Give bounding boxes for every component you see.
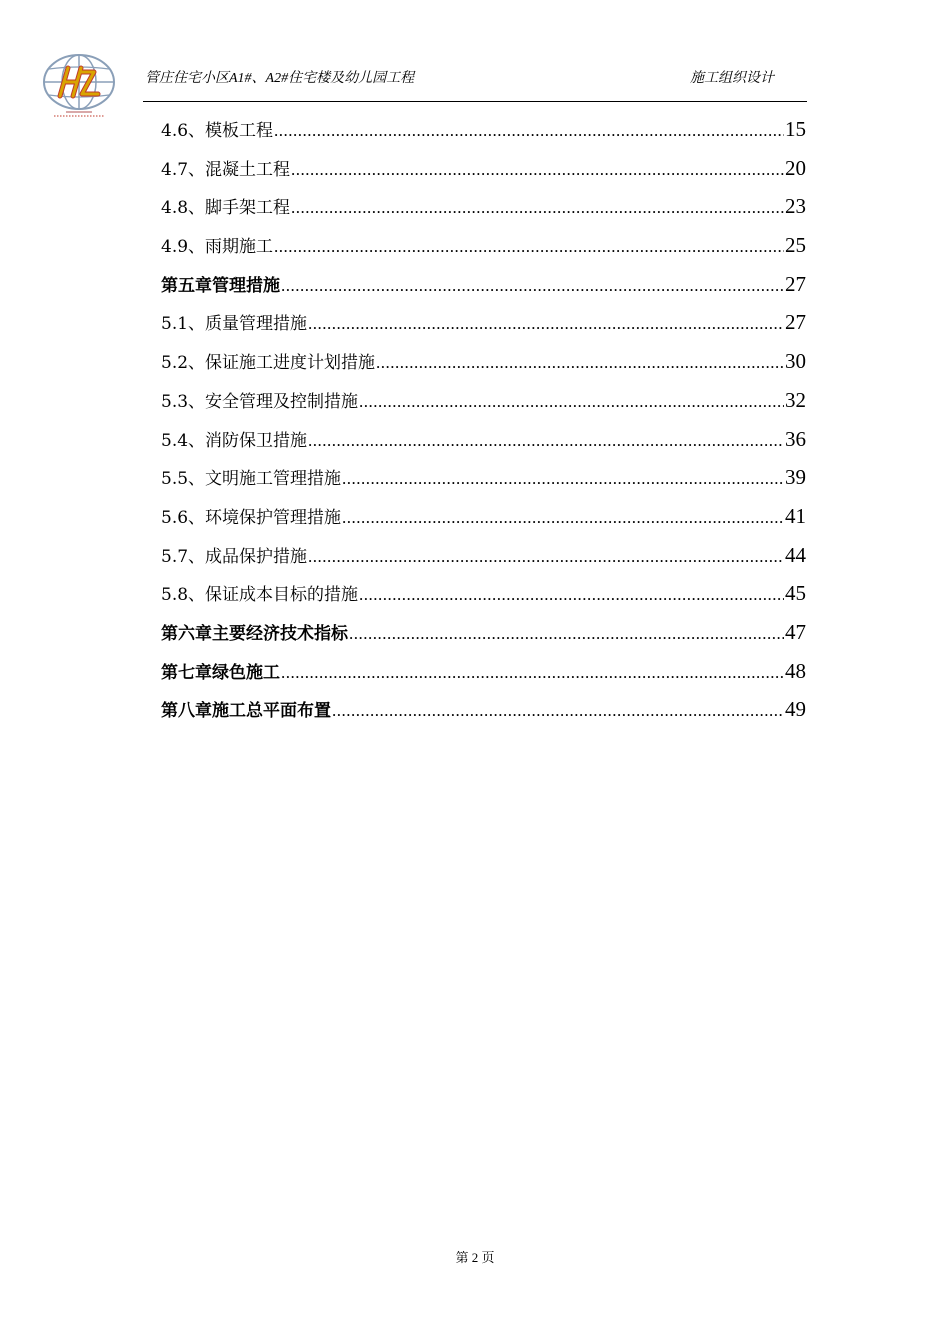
toc-page-number: 39: [785, 465, 806, 490]
toc-entry-4-9[interactable]: [161, 226, 806, 265]
header-doc-type: 施工组织设计: [690, 71, 774, 86]
toc-entry-5-2[interactable]: [161, 342, 806, 381]
toc-page-number: 15: [785, 117, 806, 141]
toc-dot-leader: [274, 112, 784, 151]
toc-dot-leader: [274, 228, 784, 267]
toc-entry-label: 5.7、成品保护措施: [161, 546, 308, 567]
header-divider: [143, 101, 807, 102]
toc-entry-5-1[interactable]: [161, 303, 806, 342]
toc-dot-leader: [281, 267, 784, 306]
toc-dot-leader: [332, 692, 784, 731]
toc-entry-label: 5.2、保证施工进度计划措施: [161, 353, 376, 374]
toc-dot-leader: [291, 151, 784, 190]
table-of-contents: [161, 110, 806, 729]
toc-entry-5-8[interactable]: [161, 574, 806, 613]
toc-entry-label: 5.3、安全管理及控制措施: [161, 391, 359, 412]
toc-entry-4-6[interactable]: [161, 110, 806, 149]
toc-entry-5-7[interactable]: [161, 536, 806, 575]
toc-chapter-title: 管理措施: [212, 275, 280, 296]
toc-entry-label: 5.6、环境保护管理措施: [161, 507, 342, 528]
toc-chapter-8[interactable]: [161, 690, 806, 729]
toc-dot-leader: [359, 383, 784, 422]
toc-entry-label: 4.6、模板工程: [161, 121, 274, 141]
toc-dot-leader: [308, 422, 784, 461]
toc-entry-label: 4.9、雨期施工: [161, 237, 274, 258]
toc-dot-leader: [342, 460, 784, 499]
toc-dot-leader: [342, 499, 784, 538]
toc-dot-leader: [308, 538, 784, 577]
toc-entry-label: 4.8、脚手架工程: [161, 198, 291, 219]
toc-entry-5-4[interactable]: [161, 420, 806, 459]
toc-entry-label: 4.7、混凝土工程: [161, 159, 291, 180]
toc-entry-label: 5.5、文明施工管理措施: [161, 469, 342, 490]
toc-page-number: 27: [785, 310, 806, 335]
toc-dot-leader: [359, 576, 784, 615]
toc-chapter-number: 第六章: [161, 623, 212, 644]
toc-chapter-number: 第七章: [161, 662, 212, 683]
page-footer-number: 第 2 页: [455, 1250, 495, 1265]
toc-chapter-7[interactable]: [161, 652, 806, 691]
toc-chapter-title: 施工总平面布置: [212, 701, 331, 722]
globe-logo-icon: [40, 52, 118, 118]
toc-entry-4-7[interactable]: [161, 149, 806, 188]
toc-page-number: 23: [785, 194, 806, 219]
toc-entry-5-5[interactable]: [161, 458, 806, 497]
toc-chapter-title: 绿色施工: [212, 662, 280, 683]
toc-page-number: 30: [785, 349, 806, 374]
header-project-title: 管庄住宅小区A1#、A2#住宅楼及幼儿园工程: [145, 71, 415, 86]
toc-entry-label: 5.4、消防保卫措施: [161, 430, 308, 451]
toc-entry-4-8[interactable]: [161, 187, 806, 226]
toc-dot-leader: [349, 615, 784, 654]
toc-dot-leader: [376, 344, 784, 383]
toc-page-number: 48: [785, 658, 806, 683]
toc-chapter-number: 第八章: [161, 701, 212, 722]
toc-entry-label: 5.8、保证成本目标的措施: [161, 585, 359, 606]
toc-chapter-number: 第五章: [161, 275, 212, 296]
toc-dot-leader: [308, 305, 784, 344]
toc-entry-5-3[interactable]: [161, 381, 806, 420]
toc-page-number: 44: [785, 542, 806, 567]
toc-chapter-5[interactable]: [161, 265, 806, 304]
toc-entry-label: 5.1、质量管理措施: [161, 314, 308, 335]
toc-chapter-title: 主要经济技术指标: [212, 623, 348, 644]
toc-dot-leader: [291, 189, 784, 228]
toc-page-number: 27: [785, 271, 806, 296]
toc-dot-leader: [281, 654, 784, 693]
toc-page-number: 36: [785, 426, 806, 451]
toc-page-number: 25: [785, 233, 806, 258]
company-logo: [40, 52, 118, 118]
toc-page-number: 47: [785, 619, 806, 644]
toc-page-number: 49: [785, 697, 806, 722]
toc-page-number: 20: [785, 155, 806, 180]
toc-entry-5-6[interactable]: [161, 497, 806, 536]
toc-page-number: 32: [785, 387, 806, 412]
toc-page-number: 41: [785, 503, 806, 528]
toc-chapter-6[interactable]: [161, 613, 806, 652]
toc-page-number: 45: [785, 581, 806, 606]
